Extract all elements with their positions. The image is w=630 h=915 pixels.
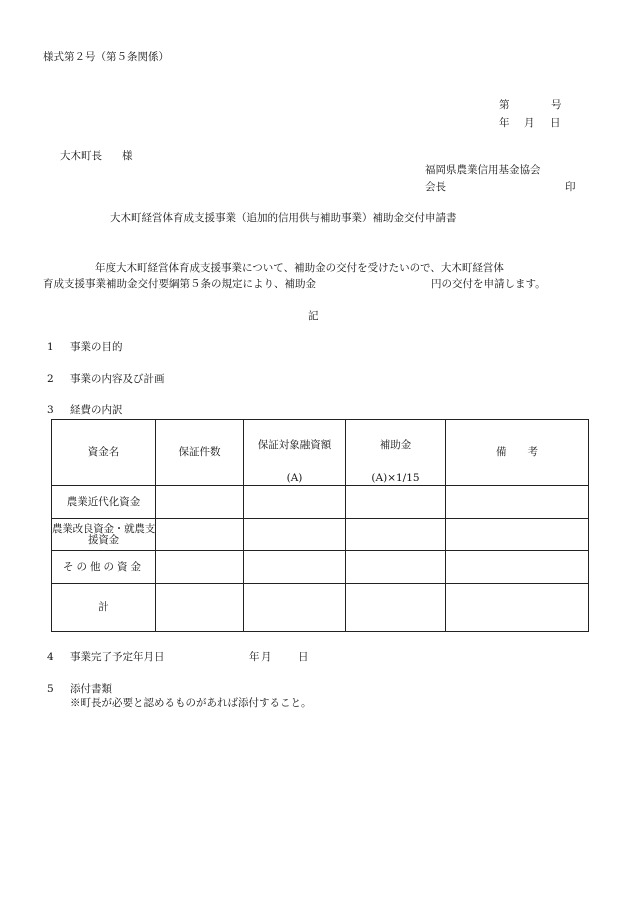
header-target-amount-sub: (A) [286,472,303,484]
header-subsidy [346,420,446,486]
item-4-label: 事業完了予定年月日 [70,651,165,663]
table-header-row [52,420,589,486]
cell-subsidy [346,584,446,632]
cell-subsidy [346,486,446,519]
cell-subsidy [346,519,446,551]
header-subsidy-sub: (A)×1/15 [371,472,420,484]
item-4-hi: 日 [298,651,309,663]
body-text-line-1: 年度大木町経営体育成支援事業について、補助金の交付を受けたいので、大木町経営体 [95,262,504,274]
date-tsuki: 月 [524,117,535,129]
doc-number-dai: 第 [499,99,510,111]
item-5-note: ※町長が必要と認めるものがあれば添付すること。 [70,697,312,709]
form-number-label: 様式第２号（第５条関係） [43,51,169,63]
header-target-amount [244,420,346,486]
table-row [52,486,589,519]
expense-breakdown-table [51,419,589,632]
cell-guarantee-count [156,584,244,632]
header-fund-name: 資金名 [52,420,156,486]
item-4-number: 4 [47,651,54,663]
sender-title: 会長 [425,181,446,193]
cell-target-amount [244,519,346,551]
cell-remarks [446,519,589,551]
cell-target-amount [244,584,346,632]
addressee-honorific: 様 [122,150,133,162]
cell-subsidy [346,551,446,584]
addressee-name: 大木町長 [60,150,102,162]
header-guarantee-count: 保証件数 [156,420,244,486]
cell-remarks [446,486,589,519]
date-hi: 日 [550,117,561,129]
row-fund-name: 農業近代化資金 [52,486,156,519]
table-row [52,551,589,584]
item-2-number: 2 [47,373,54,385]
item-5-label: 添付書類 [70,683,112,695]
doc-number-go: 号 [551,99,562,111]
row-fund-name: 農業改良資金・就農支援資金 [52,519,156,551]
item-1-number: 1 [47,341,54,353]
item-3-number: 3 [47,404,54,416]
table-total-row [52,584,589,632]
cell-guarantee-count [156,486,244,519]
item-4-tsuki: 月 [261,651,272,663]
table-row [52,519,589,551]
row-total-label: 計 [52,584,156,632]
body-text-line-2a: 育成支援事業補助金交付要綱第５条の規定により、補助金 [43,278,316,290]
item-4-nen: 年 [249,651,260,663]
header-remarks: 備 考 [446,420,589,486]
item-1-label: 事業の目的 [70,341,123,353]
cell-target-amount [244,551,346,584]
date-nen: 年 [499,117,510,129]
sender-organization: 福岡県農業信用基金協会 [425,164,541,176]
header-target-amount-label: 保証対象融資額 [257,439,332,451]
seal-mark: 印 [565,181,576,193]
item-5-number: 5 [47,683,54,695]
cell-guarantee-count [156,551,244,584]
item-3-label: 経費の内訳 [70,404,123,416]
row-fund-name: その他の資金 [52,551,156,584]
item-2-label: 事業の内容及び計画 [70,373,165,385]
cell-remarks [446,551,589,584]
cell-guarantee-count [156,519,244,551]
cell-remarks [446,584,589,632]
ki-heading: 記 [308,310,319,322]
header-subsidy-label: 補助金 [379,439,412,451]
cell-target-amount [244,486,346,519]
body-text-line-2b: 円の交付を申請します。 [431,278,546,290]
document-title: 大木町経営体育成支援事業（追加的信用供与補助事業）補助金交付申請書 [110,212,457,224]
